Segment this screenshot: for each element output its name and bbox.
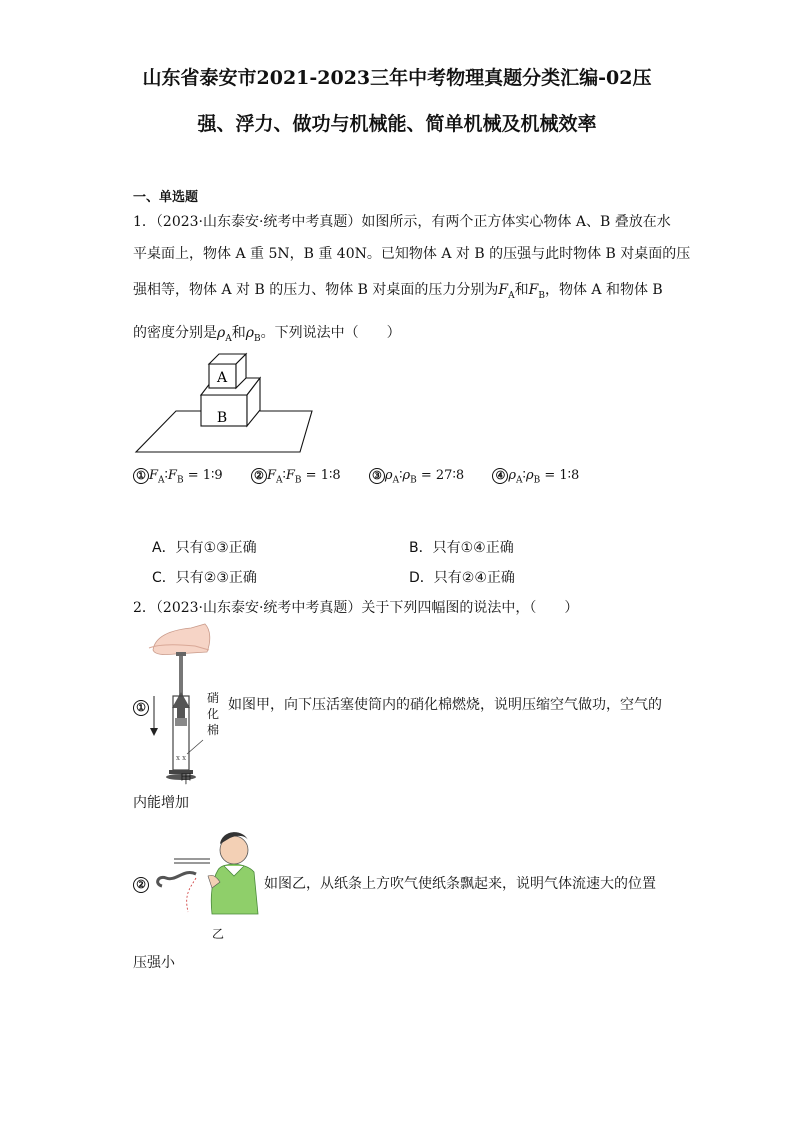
block-a-label: A [216, 370, 228, 386]
statement-2: ② $F_A∶F_B$ = 1∶8 [251, 468, 341, 483]
figure-yi-caption: 乙 [212, 927, 225, 941]
option-a[interactable]: A．只有①③正确 [152, 540, 257, 556]
q1-stem-line-4: 的密度分别是$\rho_A$和$\rho_B$。下列说法中（ ） [133, 325, 401, 344]
section-heading: 一、单选题 [133, 190, 199, 205]
item-1-number: ① [133, 697, 149, 716]
svg-text:x x: x x [175, 754, 187, 762]
item-2-text: 如图乙，从纸条上方吹气使纸条飘起来，说明气体流速大的位置 [264, 876, 656, 892]
figure-jia-caption: 甲 [180, 772, 193, 786]
document-title-line-1: 山东省泰安市2021-2023三年中考物理真题分类汇编-02压 [142, 67, 652, 89]
option-b[interactable]: B．只有①④正确 [409, 540, 514, 556]
q2-stem: 2．（2023·山东泰安·统考中考真题）关于下列四幅图的说法中，（ ） [133, 600, 579, 616]
statement-4: ④ $\rho_A∶\rho_B$ = 1∶8 [492, 468, 579, 483]
blowing-paper-figure [150, 822, 260, 927]
statement-1: ① $F_A∶F_B$ = 1∶9 [133, 468, 223, 483]
option-c[interactable]: C．只有②③正确 [152, 570, 257, 586]
nitrocellulose-label: 硝化棉 [207, 691, 220, 737]
option-d[interactable]: D．只有②④正确 [409, 570, 515, 586]
statement-3: ③ $\rho_A∶\rho_B$ = 27∶8 [369, 468, 464, 483]
q1-statements [133, 466, 579, 491]
document-title-line-2: 强、浮力、做功与机械能、简单机械及机械效率 [197, 113, 597, 135]
q1-stem-line-1: 1．（2023·山东泰安·统考中考真题）如图所示，有两个正方体实心物体 A、B 叠放在水 [133, 214, 671, 230]
item-2-number: ② [133, 874, 149, 893]
item-1-text: 如图甲，向下压活塞使筒内的硝化棉燃烧，说明压缩空气做功，空气的 [228, 697, 662, 713]
block-b-label: B [216, 410, 228, 426]
item-2-continuation: 压强小 [133, 955, 175, 971]
stacked-blocks-figure [130, 350, 314, 456]
q1-stem-line-3: 强相等，物体 A 对 B 的压力、物体 B 对桌面的压力分别为$F_A$和$F_B$，物体 A 和物体 B [133, 282, 663, 301]
q1-stem-line-2: 平桌面上，物体 A 重 5N，B 重 40N。已知物体 A 对 B 的压强与此时物体 B 对桌面的压 [133, 246, 691, 262]
item-1-continuation: 内能增加 [133, 795, 189, 811]
